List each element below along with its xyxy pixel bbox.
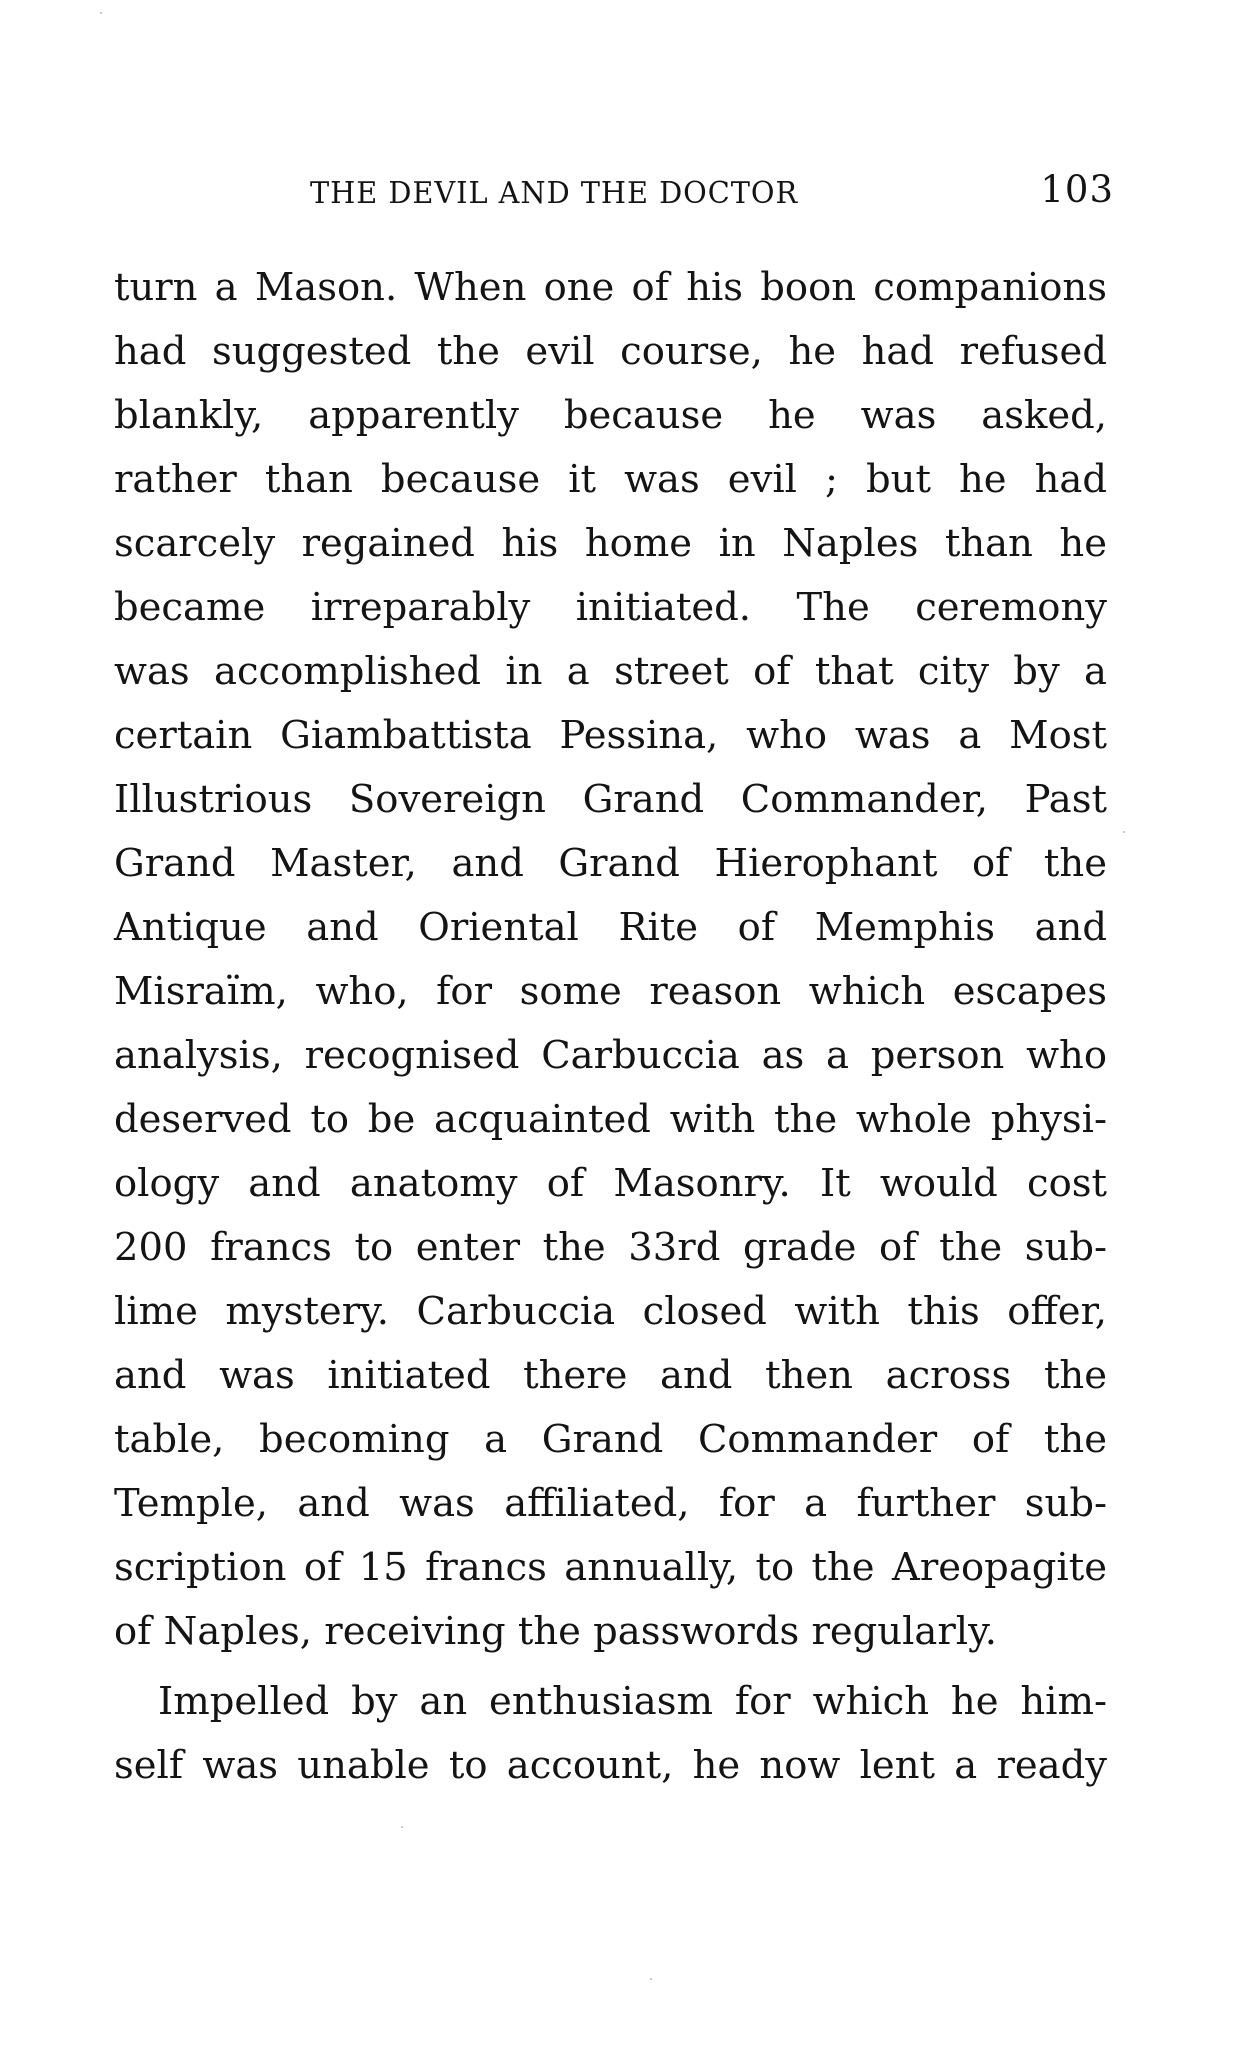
text-line: scription of 15 francs annually, to the Areopagite — [114, 1545, 1107, 1590]
paragraph-1 — [114, 256, 1107, 1664]
text-line: lime mystery. Carbuccia closed with this offer, — [114, 1289, 1107, 1334]
text-line: Illustrious Sovereign Grand Commander, Past — [114, 777, 1107, 822]
paper-speck — [1123, 831, 1125, 833]
text-line: Misraïm, who, for some reason which escapes — [114, 969, 1107, 1014]
paper-speck — [401, 1826, 403, 1828]
page-number: 103 — [1040, 168, 1114, 211]
body-text — [114, 256, 1107, 1798]
text-line: blankly, apparently because he was asked, — [114, 393, 1107, 438]
text-line: rather than because it was evil ; but he had — [114, 457, 1107, 502]
paper-speck — [100, 12, 102, 14]
running-title: THE DEVIL AND THE DOCTOR — [310, 176, 799, 211]
text-line: Grand Master, and Grand Hierophant of the — [114, 841, 1107, 886]
running-head — [112, 168, 1112, 216]
text-line: Impelled by an enthusiasm for which he him- — [158, 1679, 1107, 1724]
text-line: ology and anatomy of Masonry. It would cost — [114, 1161, 1107, 1206]
text-line: deserved to be acquainted with the whole physi- — [114, 1097, 1107, 1142]
paragraph-2 — [114, 1670, 1107, 1798]
text-line: Antique and Oriental Rite of Memphis and — [114, 905, 1107, 950]
text-line: and was initiated there and then across the — [114, 1353, 1107, 1398]
text-line: Temple, and was affiliated, for a further sub- — [114, 1481, 1107, 1526]
paper-speck — [650, 1978, 652, 1980]
text-line: analysis, recognised Carbuccia as a person who — [114, 1033, 1107, 1078]
text-line: turn a Mason. When one of his boon companions — [114, 265, 1107, 310]
text-line: became irreparably initiated. The ceremony — [114, 585, 1107, 630]
text-line: 200 francs to enter the 33rd grade of the sub- — [114, 1225, 1107, 1270]
text-line: certain Giambattista Pessina, who was a Most — [114, 713, 1107, 758]
text-line: had suggested the evil course, he had refused — [114, 329, 1107, 374]
text-line: of Naples, receiving the passwords regularly. — [114, 1609, 997, 1654]
text-line: self was unable to account, he now lent a ready — [114, 1743, 1107, 1788]
text-line: scarcely regained his home in Naples than he — [114, 521, 1107, 566]
text-line: was accomplished in a street of that city by a — [114, 649, 1107, 694]
text-line: table, becoming a Grand Commander of the — [114, 1417, 1107, 1462]
